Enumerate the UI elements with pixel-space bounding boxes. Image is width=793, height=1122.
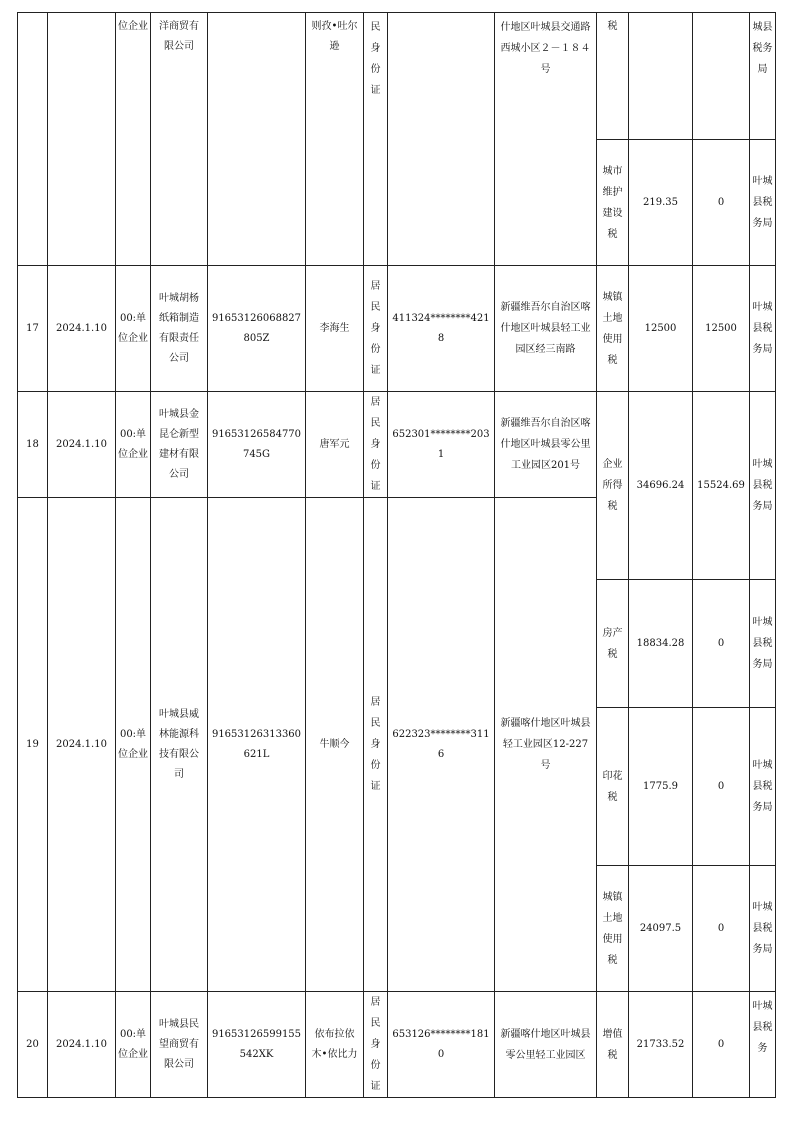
- legal-person-cell: 牛顺今: [306, 498, 364, 992]
- id-number-cell: 653126********1810: [388, 992, 495, 1098]
- legal-person-cell: 则孜•吐尔逊: [306, 13, 364, 266]
- row-number: 19: [18, 498, 48, 992]
- tax-authority-cell: 城县税务局: [750, 13, 776, 140]
- credit-code-cell: [208, 13, 306, 266]
- table-row: [18, 13, 776, 140]
- tax-authority-cell: 叶城县税务局: [750, 140, 776, 266]
- amount-cell: 24097.5: [629, 866, 693, 992]
- tax-type-cell: 税: [597, 13, 629, 140]
- company-name-cell: 洋商贸有限公司: [151, 13, 208, 266]
- company-name-cell: 叶城县民望商贸有限公司: [151, 992, 208, 1098]
- company-name-cell: 叶城县金昆仑新型建材有限公司: [151, 392, 208, 498]
- tax-records-table: [17, 12, 776, 1098]
- id-number-cell: 622323********3116: [388, 498, 495, 992]
- amount-cell: 219.35: [629, 140, 693, 266]
- row-number: 18: [18, 392, 48, 498]
- address-cell: 新疆维吾尔自治区喀什地区叶城县轻工业园区经三南路: [495, 266, 597, 392]
- tax-type-cell: 城市维护建设税: [597, 140, 629, 266]
- tax-type-cell: 房产税: [597, 580, 629, 708]
- table-row: [18, 266, 776, 392]
- address-cell: 新疆喀什地区叶城县轻工业园区12-227号: [495, 498, 597, 992]
- amount-cell: 12500: [629, 266, 693, 392]
- tax-type-cell: 城镇土地使用税: [597, 266, 629, 392]
- row-number: [18, 13, 48, 266]
- id-type-cell: 居民身份证: [364, 266, 388, 392]
- unit-type-cell: 位企业: [116, 13, 151, 266]
- unit-type-cell: 00:单位企业: [116, 392, 151, 498]
- credit-code-cell: 91653126313360621L: [208, 498, 306, 992]
- tax-authority-cell: 叶城县税务局: [750, 392, 776, 580]
- amount-cell: 18834.28: [629, 580, 693, 708]
- tax-type-cell: 印花税: [597, 708, 629, 866]
- amount-cell: 0: [693, 992, 750, 1098]
- amount-cell: [693, 13, 750, 140]
- amount-cell: 34696.24: [629, 392, 693, 580]
- table-row: [18, 992, 776, 1098]
- amount-cell: 0: [693, 866, 750, 992]
- amount-cell: 15524.69: [693, 392, 750, 580]
- unit-type-cell: 00:单位企业: [116, 992, 151, 1098]
- amount-cell: 12500: [693, 266, 750, 392]
- tax-type-cell: 城镇土地使用税: [597, 866, 629, 992]
- tax-type-cell: 增值税: [597, 992, 629, 1098]
- amount-cell: [629, 13, 693, 140]
- legal-person-cell: 唐军元: [306, 392, 364, 498]
- row-number: 20: [18, 992, 48, 1098]
- tax-type-cell: 企业所得税: [597, 392, 629, 580]
- amount-cell: 21733.52: [629, 992, 693, 1098]
- id-type-cell: 居民身份证: [364, 392, 388, 498]
- table-row: [18, 392, 776, 498]
- tax-authority-cell: 叶城县税务: [750, 992, 776, 1098]
- company-name-cell: 叶城胡杨纸箱制造有限责任公司: [151, 266, 208, 392]
- credit-code-cell: 91653126068827805Z: [208, 266, 306, 392]
- unit-type-cell: 00:单位企业: [116, 498, 151, 992]
- amount-cell: 0: [693, 580, 750, 708]
- unit-type-cell: 00:单位企业: [116, 266, 151, 392]
- date-cell: 2024.1.10: [48, 266, 116, 392]
- date-cell: [48, 13, 116, 266]
- date-cell: 2024.1.10: [48, 498, 116, 992]
- company-name-cell: 叶城县威林能源科技有限公司: [151, 498, 208, 992]
- id-type-cell: 民身份证: [364, 13, 388, 266]
- tax-authority-cell: 叶城县税务局: [750, 708, 776, 866]
- legal-person-cell: 李海生: [306, 266, 364, 392]
- amount-cell: 1775.9: [629, 708, 693, 866]
- credit-code-cell: 91653126599155542XK: [208, 992, 306, 1098]
- date-cell: 2024.1.10: [48, 392, 116, 498]
- row-number: 17: [18, 266, 48, 392]
- id-type-cell: 居民身份证: [364, 498, 388, 992]
- id-number-cell: 652301********2031: [388, 392, 495, 498]
- amount-cell: 0: [693, 708, 750, 866]
- date-cell: 2024.1.10: [48, 992, 116, 1098]
- legal-person-cell: 依布拉依木•依比力: [306, 992, 364, 1098]
- address-cell: 新疆维吾尔自治区喀什地区叶城县零公里工业园区201号: [495, 392, 597, 498]
- address-cell: 什地区叶城县交通路西城小区２－１８４号: [495, 13, 597, 266]
- id-number-cell: 411324********4218: [388, 266, 495, 392]
- id-type-cell: 居民身份证: [364, 992, 388, 1098]
- amount-cell: 0: [693, 140, 750, 266]
- tax-authority-cell: 叶城县税务局: [750, 266, 776, 392]
- credit-code-cell: 91653126584770745G: [208, 392, 306, 498]
- tax-authority-cell: 叶城县税务局: [750, 580, 776, 708]
- id-number-cell: [388, 13, 495, 266]
- tax-authority-cell: 叶城县税务局: [750, 866, 776, 992]
- address-cell: 新疆喀什地区叶城县零公里轻工业园区: [495, 992, 597, 1098]
